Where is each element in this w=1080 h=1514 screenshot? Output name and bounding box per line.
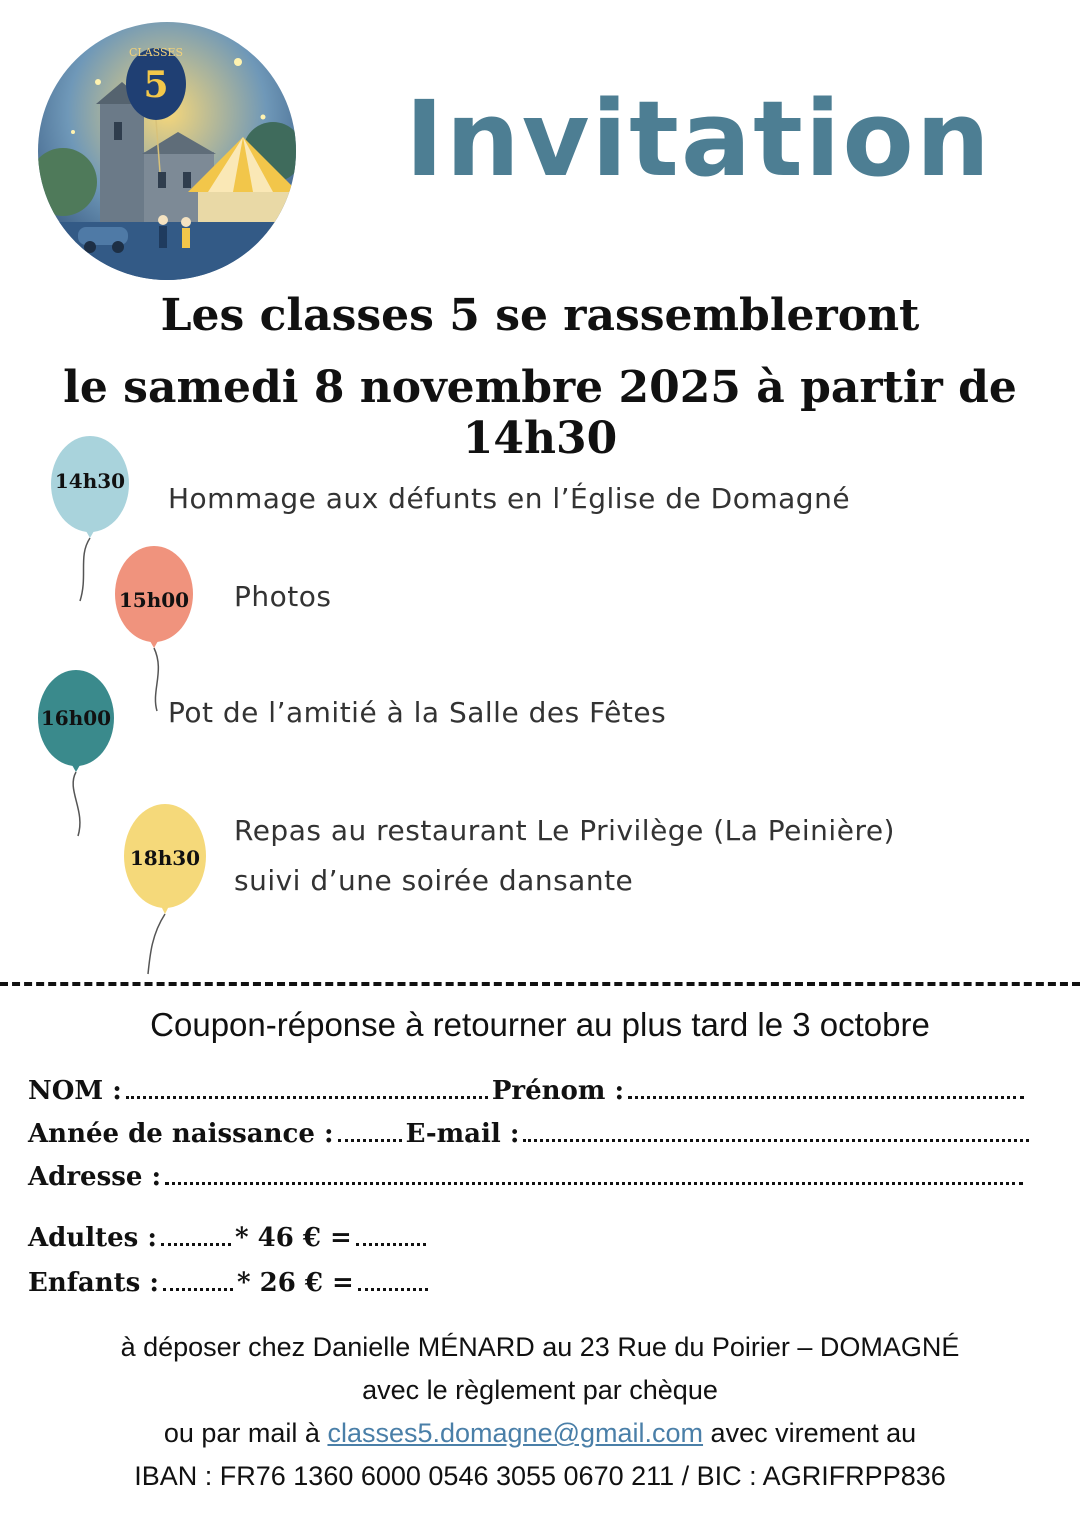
footer-line-2: avec le règlement par chèque: [362, 1375, 718, 1405]
nom-label: NOM :: [28, 1076, 122, 1106]
footer-line-3-prefix: ou par mail à: [163, 1418, 320, 1448]
enfants-total-field[interactable]: [358, 1287, 428, 1291]
annee-field[interactable]: [338, 1138, 402, 1142]
form-row-adresse: [28, 1162, 1027, 1192]
enfants-label: Enfants :: [28, 1268, 159, 1298]
email-field[interactable]: [523, 1138, 1029, 1142]
footer-line-1: à déposer chez Danielle MÉNARD au 23 Rue du Poirier – DOMAGNÉ: [120, 1332, 960, 1362]
event-photos: Photos: [234, 580, 332, 613]
coupon-title: Coupon-réponse à retourner au plus tard le 3 octobre: [150, 1006, 930, 1043]
form-row-nom: [28, 1076, 1028, 1106]
time-16h00: 16h00: [40, 706, 112, 730]
prenom-label: Prénom :: [491, 1076, 625, 1106]
footer-line-3: [0, 1418, 1080, 1449]
headline-line-2: le samedi 8 novembre 2025 à partir de 14h30: [63, 362, 1017, 464]
form-row-adultes: [28, 1223, 430, 1253]
event-repas-line2: suivi d’une soirée dansante: [234, 864, 634, 897]
cut-line: [0, 982, 1080, 986]
balloon-16h00: [36, 670, 116, 840]
time-14h30: 14h30: [54, 469, 126, 493]
adultes-count-field[interactable]: [161, 1242, 231, 1246]
event-hommage: Hommage aux défunts en l’Église de Domagné: [168, 482, 851, 515]
time-18h30: 18h30: [129, 846, 201, 870]
adultes-price: * 46 € =: [234, 1223, 352, 1253]
balloon-15h00: [113, 546, 195, 716]
enfants-price: * 26 € =: [236, 1268, 354, 1298]
logo-text-top: CLASSES: [128, 46, 184, 59]
form-row-enfants: [28, 1268, 432, 1298]
adultes-total-field[interactable]: [356, 1242, 426, 1246]
annee-label: Année de naissance :: [28, 1119, 334, 1149]
logo-text-num: 5: [143, 64, 169, 106]
time-15h00: 15h00: [118, 588, 190, 612]
headline-line-1: Les classes 5 se rassembleront: [160, 290, 920, 341]
page-title: Invitation: [405, 78, 992, 200]
adresse-field[interactable]: [165, 1181, 1023, 1185]
form-row-annee: [28, 1119, 1033, 1149]
prenom-field[interactable]: [628, 1095, 1024, 1099]
footer-line-3-suffix: avec virement au: [710, 1418, 917, 1448]
email-label: E-mail :: [405, 1119, 520, 1149]
footer-iban: IBAN : FR76 1360 6000 0546 3055 0670 211 / BIC : AGRIFRPP836: [134, 1461, 946, 1491]
event-repas-line1: Repas au restaurant Le Privilège (La Peinière): [234, 814, 895, 847]
adultes-label: Adultes :: [28, 1223, 157, 1253]
balloon-18h30: [122, 804, 208, 976]
classes-5-logo: [38, 22, 296, 280]
event-pot-amitie: Pot de l’amitié à la Salle des Fêtes: [168, 696, 667, 729]
email-link[interactable]: classes5.domagne@gmail.com: [327, 1418, 704, 1448]
enfants-count-field[interactable]: [163, 1287, 233, 1291]
adresse-label: Adresse :: [28, 1162, 162, 1192]
nom-field[interactable]: [126, 1095, 488, 1099]
